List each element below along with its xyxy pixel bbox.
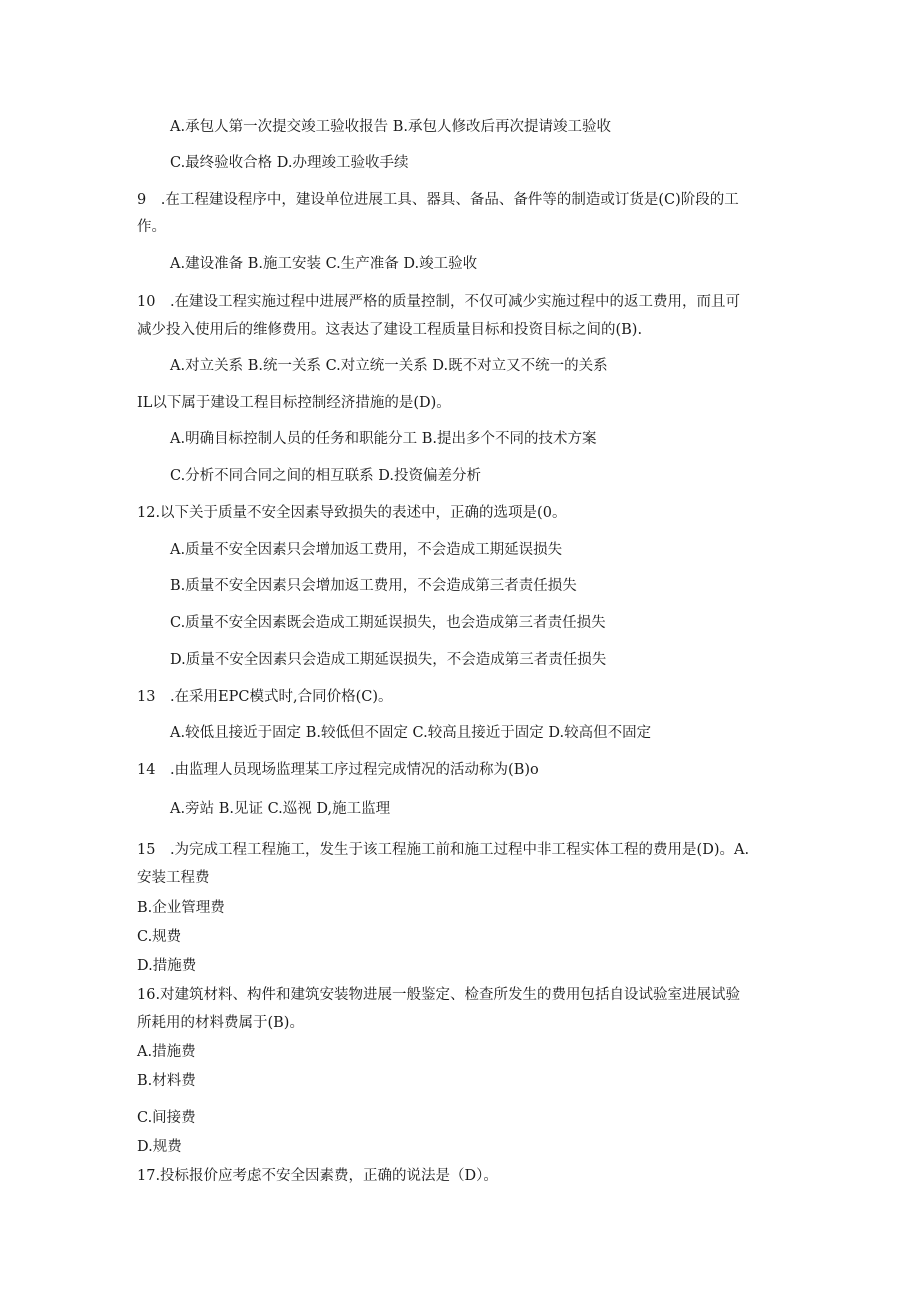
q16-stem-cont: 所耗用的材料费属于(B)。 — [137, 1015, 304, 1031]
q10-stem-cont: 减少投入使用后的维修费用。这表达了建设工程质量目标和投资目标之间的(B). — [137, 322, 643, 338]
q16-option-c: C.间接费 — [137, 1110, 196, 1126]
q10-stem: 10 .在建设工程实施过程中进展严格的质量控制，不仅可减少实施过程中的返工费用，而且可 — [137, 294, 741, 310]
q15-option-c: C.规费 — [137, 929, 182, 945]
q12-option-c: C.质量不安全因素既会造成工期延误损失，也会造成第三者责任损失 — [170, 615, 606, 631]
q16-option-a: A.措施费 — [137, 1044, 196, 1060]
q16-option-d: D.规费 — [137, 1139, 182, 1155]
q10-options: A.对立关系 B.统一关系 C.对立统一关系 D.既不对立又不统一的关系 — [170, 358, 608, 374]
q15-option-d: D.措施费 — [137, 958, 197, 974]
q15-option-b: B.企业管理费 — [137, 900, 225, 916]
q11-stem: IL以下属于建设工程目标控制经济措施的是(D)。 — [137, 395, 451, 411]
q12-stem: 12.以下关于质量不安全因素导致损失的表述中，正确的选项是(0。 — [137, 505, 567, 521]
q9-options: A.建设准备 B.施工安装 C.生产准备 D.竣工验收 — [170, 256, 478, 272]
q11-options-ab: A.明确目标控制人员的任务和职能分工 B.提出多个不同的技术方案 — [170, 431, 597, 447]
q15-stem: 15 .为完成工程工程施工，发生于该工程施工前和施工过程中非工程实体工程的费用是(D)。A. — [137, 842, 750, 858]
q16-option-b: B.材料费 — [137, 1073, 196, 1089]
q14-options: A.旁站 B.见证 C.巡视 D,施工监理 — [170, 801, 391, 817]
q13-options: A.较低且接近于固定 B.较低但不固定 C.较高且接近于固定 D.较高但不固定 — [170, 725, 652, 741]
q11-options-cd: C.分析不同合同之间的相互联系 D.投资偏差分析 — [170, 468, 482, 484]
q12-option-a: A.质量不安全因素只会增加返工费用，不会造成工期延误损失 — [170, 542, 563, 558]
q16-stem: 16.对建筑材料、构件和建筑安装物进展一般鉴定、检查所发生的费用包括自设试验室进展试验 — [137, 987, 741, 1003]
q8-options-cd: C.最终验收合格 D.办理竣工验收手续 — [170, 155, 409, 171]
q17-stem: 17.投标报价应考虑不安全因素费，正确的说法是（D）。 — [137, 1168, 498, 1184]
q15-option-a: 安装工程费 — [137, 870, 210, 886]
q9-stem-cont: 作。 — [137, 219, 166, 235]
q13-stem: 13 .在采用EPC模式时,合同价格(C)。 — [137, 689, 393, 705]
q14-stem: 14 .由监理人员现场监理某工序过程完成情况的活动称为(B)o — [137, 762, 539, 778]
q12-option-d: D.质量不安全因素只会造成工期延误损失，不会造成第三者责任损失 — [170, 652, 607, 668]
q9-stem: 9 .在工程建设程序中，建设单位进展工具、器具、备品、备件等的制造或订货是(C)阶段的工 — [137, 192, 739, 208]
q12-option-b: B.质量不安全因素只会增加返工费用，不会造成第三者责任损失 — [170, 578, 577, 594]
q8-options-ab: A.承包人第一次提交竣工验收报告 B.承包人修改后再次提请竣工验收 — [170, 119, 611, 135]
